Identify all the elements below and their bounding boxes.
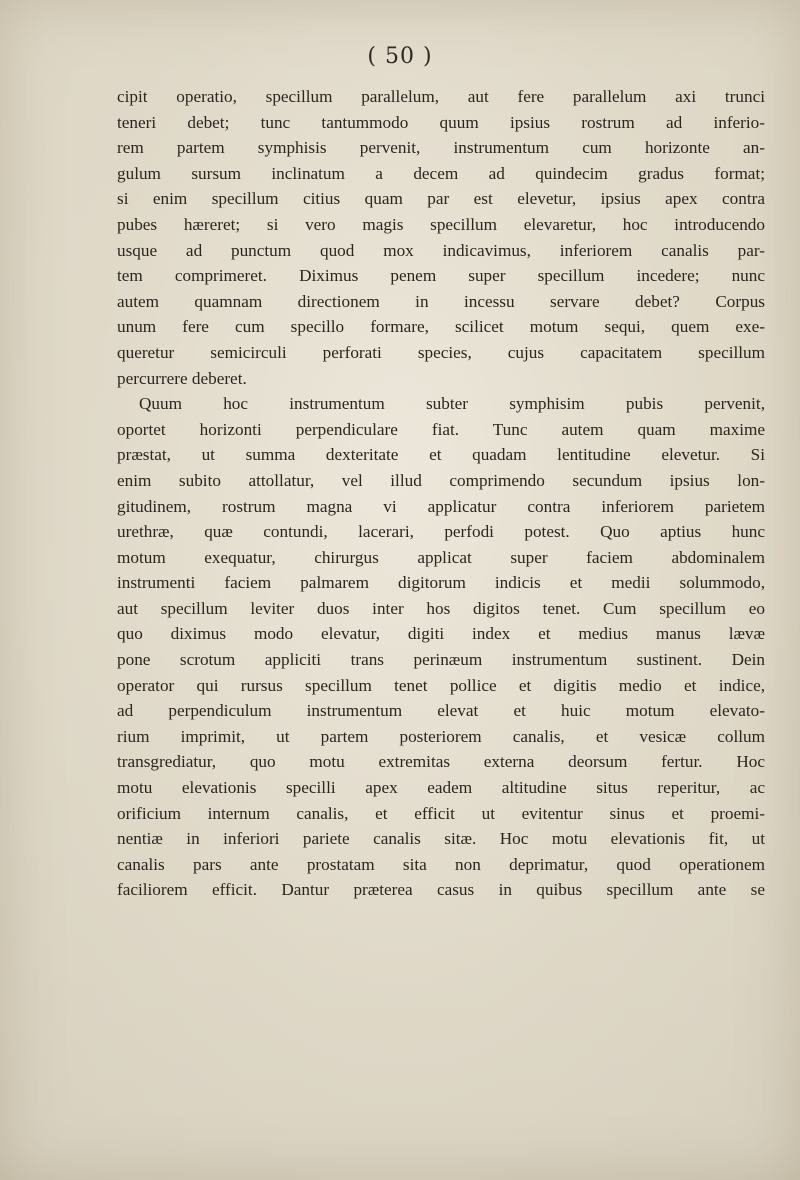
- text-line: transgrediatur, quo motu extremitas externa deorsum fertur. Hoc: [117, 752, 765, 772]
- text-line: quo diximus modo elevatur, digiti index et medius manus lævæ: [117, 624, 765, 644]
- text-line: unum fere cum specillo formare, scilicet motum sequi, quem exe-: [117, 317, 765, 337]
- text-line: gulum sursum inclinatum a decem ad quindecim gradus format;: [117, 163, 765, 183]
- body-text: [117, 84, 765, 903]
- text-line: gitudinem, rostrum magna vi applicatur contra inferiorem parietem: [117, 496, 765, 516]
- text-line: oportet horizonti perpendiculare fiat. Tunc autem quam maxime: [117, 419, 765, 439]
- text-line: usque ad punctum quod mox indicavimus, inferiorem canalis par-: [117, 240, 765, 260]
- text-line: enim subito attollatur, vel illud comprimendo secundum ipsius lon-: [117, 470, 765, 490]
- page-number: ( 50 ): [367, 44, 433, 69]
- text-line: rem partem symphisis pervenit, instrumentum cum horizonte an-: [117, 138, 765, 158]
- text-line: autem quamnam directionem in incessu servare debet? Corpus: [117, 291, 765, 311]
- text-line: instrumenti faciem palmarem digitorum indicis et medii solummodo,: [117, 573, 765, 593]
- text-line: teneri debet; tunc tantummodo quum ipsius rostrum ad inferio-: [117, 112, 765, 132]
- text-line: cipit operatio, specillum parallelum, aut fere parallelum axi trunci: [117, 87, 765, 106]
- text-line: pubes hæreret; si vero magis specillum elevaretur, hoc introducendo: [117, 214, 765, 234]
- text-line: præstat, ut summa dexteritate et quadam lentitudine elevetur. Si: [117, 445, 765, 465]
- text-line: queretur semicirculi perforati species, cujus capacitatem specillum: [117, 342, 765, 362]
- text-line: ad perpendiculum instrumentum elevat et huic motum elevato-: [117, 701, 765, 721]
- text-line: pone scrotum appliciti trans perinæum instrumentum sustinent. Dein: [117, 650, 765, 670]
- text-line: canalis pars ante prostatam sita non deprimatur, quod operationem: [117, 854, 765, 874]
- text-line: percurrere deberet.: [117, 368, 247, 388]
- text-line: operator qui rursus specillum tenet pollice et digitis medio et indice,: [117, 675, 765, 695]
- text-line: motu elevationis specilli apex eadem altitudine situs reperitur, ac: [117, 778, 765, 798]
- text-line: tem comprimeret. Diximus penem super specillum incedere; nunc: [117, 266, 765, 286]
- text-line: faciliorem efficit. Dantur præterea casus in quibus specillum ante se: [117, 880, 765, 900]
- text-line: motum exequatur, chirurgus applicat super faciem abdominalem: [117, 547, 765, 567]
- text-line: orificium internum canalis, et efficit ut evitentur sinus et proemi-: [117, 803, 765, 823]
- text-line: aut specillum leviter duos inter hos digitos tenet. Cum specillum eo: [117, 598, 765, 618]
- text-line: nentiæ in inferiori pariete canalis sitæ. Hoc motu elevationis fit, ut: [117, 829, 765, 849]
- text-line: si enim specillum citius quam par est elevetur, ipsius apex contra: [117, 189, 765, 209]
- text-line: Quum hoc instrumentum subter symphisim pubis pervenit,: [139, 394, 765, 414]
- text-line: urethræ, quæ contundi, lacerari, perfodi potest. Quo aptius hunc: [117, 522, 765, 542]
- text-line: rium imprimit, ut partem posteriorem canalis, et vesicæ collum: [117, 726, 765, 746]
